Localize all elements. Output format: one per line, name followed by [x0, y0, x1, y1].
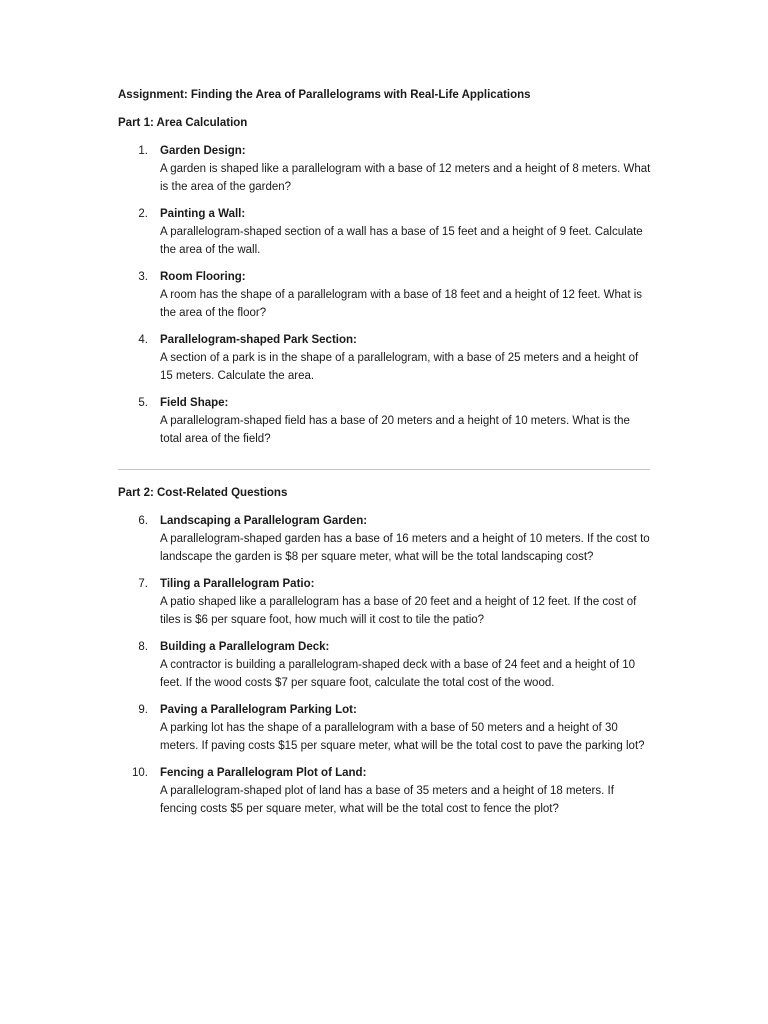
question-item [118, 142, 652, 196]
question-number: 4. [138, 334, 148, 346]
question-title: Painting a Wall: [160, 208, 246, 220]
question-text: A room has the shape of a parallelogram with a base of 18 feet and a height of 12 feet. What is the area of the floor? [160, 289, 643, 319]
question-item [118, 638, 652, 692]
question-text: A parallelogram-shaped plot of land has a base of 35 meters and a height of 18 meters. If fencing costs $5 per square meter, what will be the total cost to fence the plot? [160, 785, 614, 815]
question-item [118, 394, 652, 448]
assignment-title: Assignment: Finding the Area of Parallelograms with Real-Life Applications [118, 89, 531, 101]
question-title: Fencing a Parallelogram Plot of Land: [160, 767, 367, 779]
section-divider [118, 469, 650, 470]
part2-question-list [118, 512, 652, 818]
question-text: A garden is shaped like a parallelogram with a base of 12 meters and a height of 8 meters. What is the area of the garden? [160, 163, 651, 193]
document-page [118, 86, 652, 818]
question-title: Landscaping a Parallelogram Garden: [160, 515, 368, 527]
part1-heading: Part 1: Area Calculation [118, 117, 248, 129]
question-item [118, 268, 652, 322]
question-title: Paving a Parallelogram Parking Lot: [160, 704, 357, 716]
question-item [118, 575, 652, 629]
question-title: Building a Parallelogram Deck: [160, 641, 330, 653]
question-number: 5. [138, 397, 148, 409]
question-item [118, 512, 652, 566]
question-title: Field Shape: [160, 397, 229, 409]
part1-question-list [118, 142, 652, 448]
question-title: Tiling a Parallelogram Patio: [160, 578, 315, 590]
question-item [118, 331, 652, 385]
question-item [118, 701, 652, 755]
question-text: A section of a park is in the shape of a parallelogram, with a base of 25 meters and a height of 15 meters. Calculate the area. [160, 352, 639, 382]
question-number: 9. [138, 704, 148, 716]
question-number: 2. [138, 208, 148, 220]
question-title: Garden Design: [160, 145, 246, 157]
question-text: A patio shaped like a parallelogram has a base of 20 feet and a height of 12 feet. If the cost of tiles is $6 per square foot, how much will it cost to tile the patio? [160, 596, 637, 626]
question-item [118, 205, 652, 259]
question-number: 6. [138, 515, 148, 527]
question-item [118, 764, 652, 818]
question-title: Room Flooring: [160, 271, 246, 283]
part2-heading: Part 2: Cost-Related Questions [118, 487, 288, 499]
question-number: 3. [138, 271, 148, 283]
question-number: 7. [138, 578, 148, 590]
question-text: A parking lot has the shape of a parallelogram with a base of 50 meters and a height of 30 meters. If paving costs $15 per square meter, what will be the total cost to pave the parking lot? [160, 722, 645, 752]
question-text: A parallelogram-shaped section of a wall has a base of 15 feet and a height of 9 feet. Calculate the area of the wall. [160, 226, 643, 256]
question-number: 10. [132, 767, 148, 779]
question-text: A contractor is building a parallelogram-shaped deck with a base of 24 feet and a height of 10 feet. If the wood costs $7 per square foot, calculate the total cost of the wood. [160, 659, 635, 689]
question-text: A parallelogram-shaped garden has a base of 16 meters and a height of 10 meters. If the cost to landscape the garden is $8 per square meter, what will be the total landscaping cost? [160, 533, 650, 563]
question-number: 1. [138, 145, 148, 157]
question-title: Parallelogram-shaped Park Section: [160, 334, 357, 346]
question-number: 8. [138, 641, 148, 653]
question-text: A parallelogram-shaped field has a base of 20 meters and a height of 10 meters. What is the total area of the field? [160, 415, 630, 445]
